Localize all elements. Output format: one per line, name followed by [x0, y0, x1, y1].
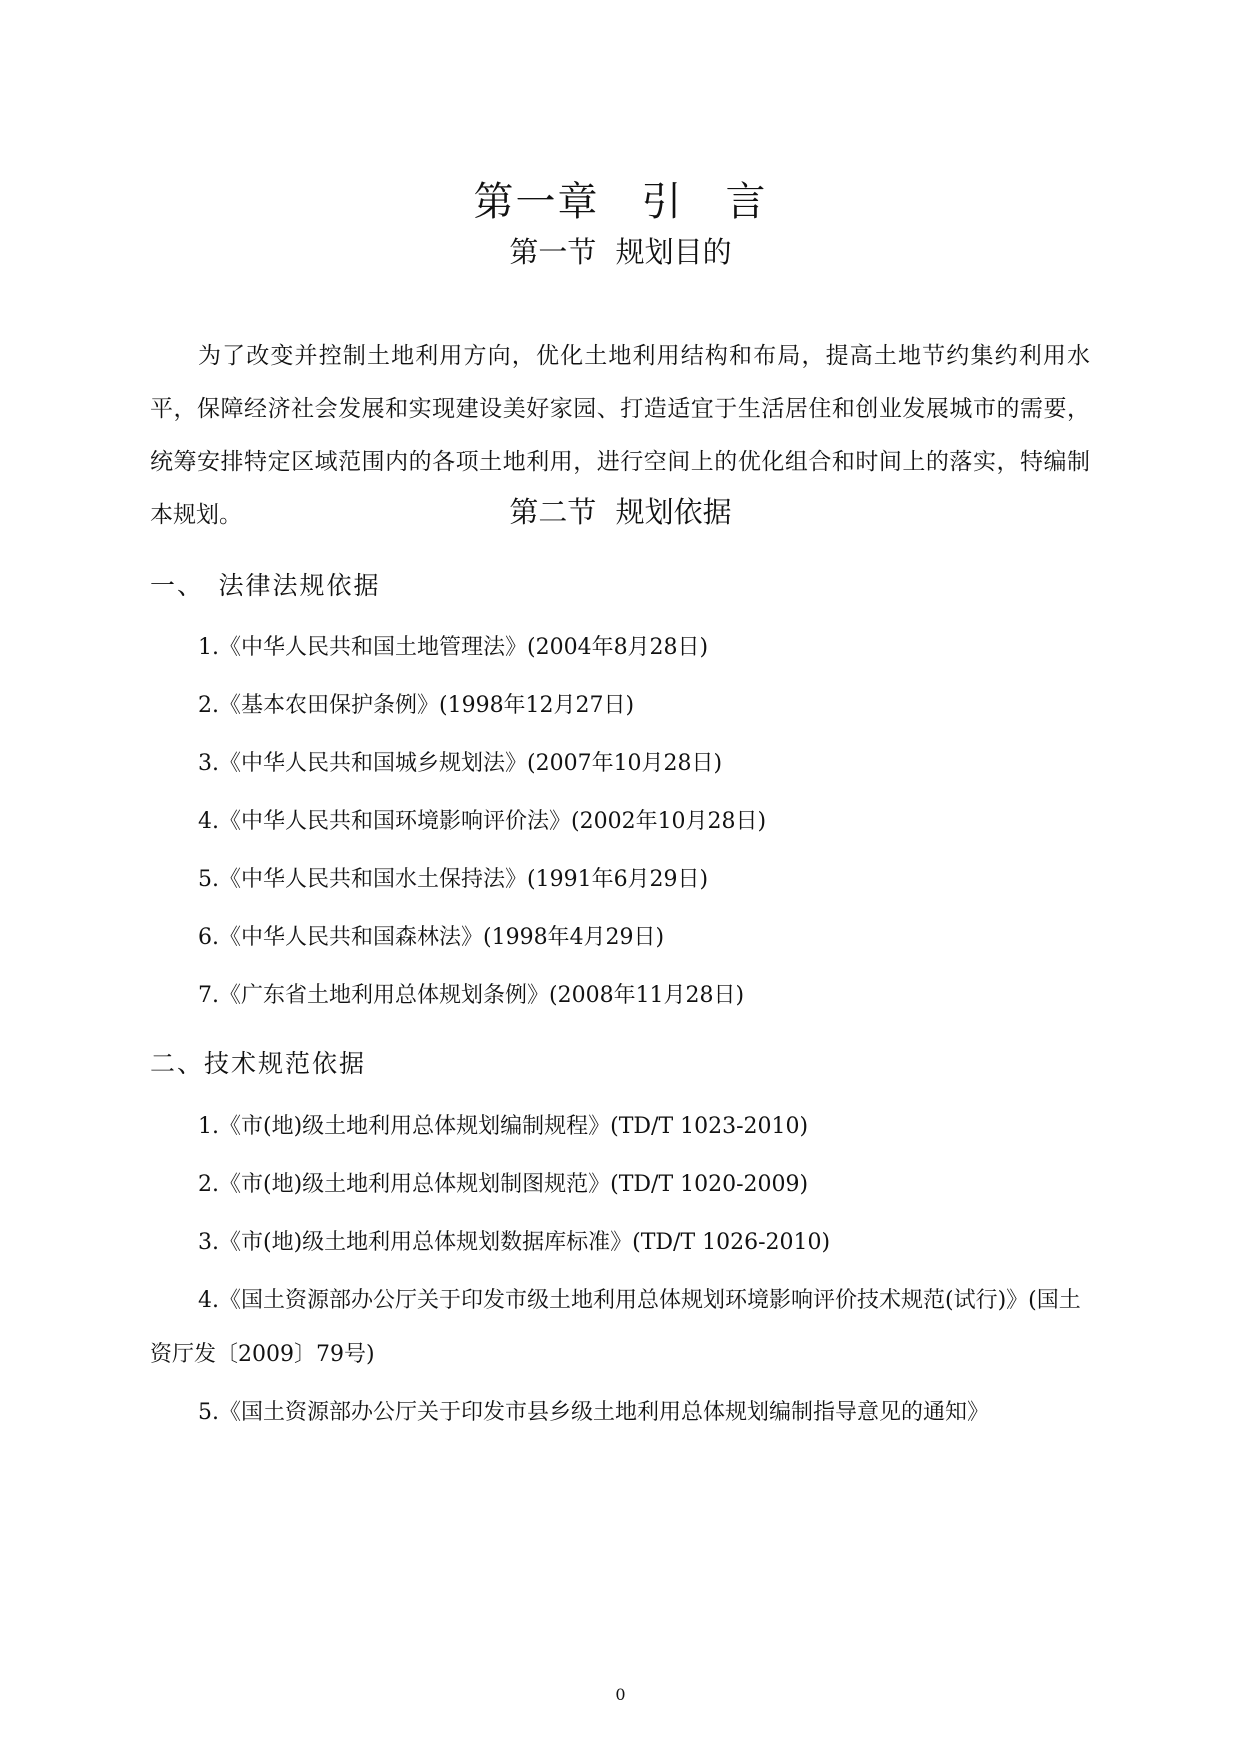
list-item: 4.《中华人民共和国环境影响评价法》(2002年10月28日) [198, 809, 767, 834]
subheading-laws: 一、 法律法规依据 [150, 571, 381, 600]
list-item: 2.《基本农田保护条例》(1998年12月27日) [198, 693, 635, 718]
list-item: 7.《广东省土地利用总体规划条例》(2008年11月28日) [198, 983, 745, 1008]
chapter-title: 第一章 引 言 [473, 179, 768, 225]
section-title-purpose: 第一节 规划目的 [509, 235, 732, 269]
list-item: 1.《中华人民共和国土地管理法》(2004年8月28日) [198, 635, 709, 660]
list-item: 1.《市(地)级土地利用总体规划编制规程》(TD/T 1023-2010) [198, 1114, 809, 1139]
purpose-paragraph: 为了改变并控制土地利用方向，优化土地利用结构和布局，提高土地节约集约利用水平，保障经济社会发展和实现建设美好家园、打造适宜于生活居住和创业发展城市的需要，统筹安排特定区域范围内的各项土地利用，进行空间上的优化组合和时间上的落实，特编制本规划。 [150, 343, 1090, 528]
list-item: 5.《中华人民共和国水土保持法》(1991年6月29日) [198, 867, 709, 892]
list-item: 3.《中华人民共和国城乡规划法》(2007年10月28日) [198, 751, 723, 776]
list-item: 2.《市(地)级土地利用总体规划制图规范》(TD/T 1020-2009) [198, 1172, 809, 1197]
subheading-technical: 二、技术规范依据 [150, 1049, 367, 1078]
list-item: 4.《国土资源部办公厅关于印发市级土地利用总体规划环境影响评价技术规范(试行)》(国土资厅发〔2009〕79号) [150, 1288, 1081, 1367]
page-number: 0 [615, 1685, 626, 1704]
section-title-basis: 第二节 规划依据 [509, 495, 732, 529]
list-item: 3.《市(地)级土地利用总体规划数据库标准》(TD/T 1026-2010) [198, 1230, 831, 1255]
list-item: 5.《国土资源部办公厅关于印发市县乡级土地利用总体规划编制指导意见的通知》 [198, 1400, 989, 1425]
list-item: 6.《中华人民共和国森林法》(1998年4月29日) [198, 925, 665, 950]
